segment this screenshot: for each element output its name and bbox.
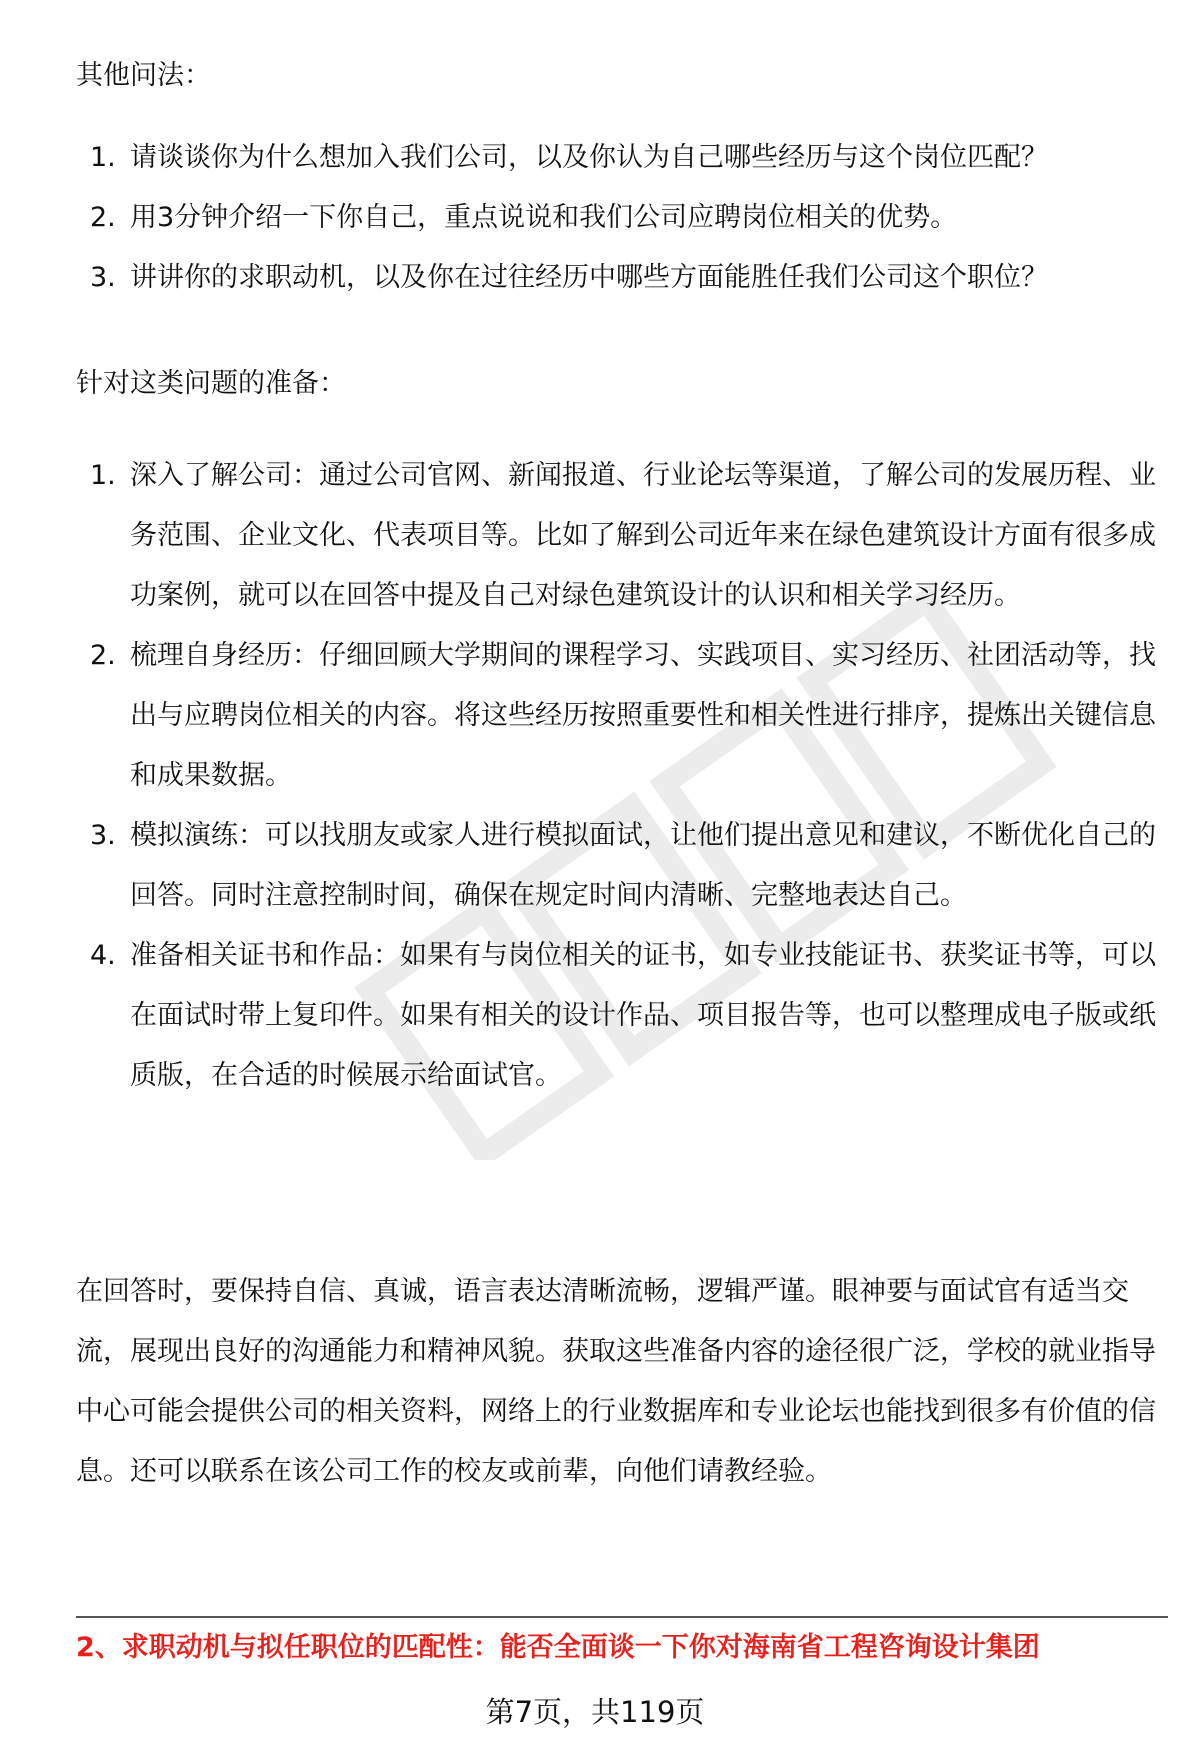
list-item [76, 626, 1156, 806]
other-questions-list [76, 128, 1156, 308]
list-item-number: 3. [90, 262, 116, 293]
next-question-heading: 2、求职动机与拟任职位的匹配性：能否全面谈一下你对海南省工程咨询设计集团 [76, 1632, 1040, 1663]
list-item-text: 梳理自身经历：仔细回顾大学期间的课程学习、实践项目、实习经历、社团活动等，找出与应聘岗位相关的内容。将这些经历按照重要性和相关性进行排序，提炼出关键信息和成果数据。 [130, 640, 1156, 791]
closing-paragraph: 在回答时，要保持自信、真诚，语言表达清晰流畅，逻辑严谨。眼神要与面试官有适当交流，展现出良好的沟通能力和精神风貌。获取这些准备内容的途径很广泛，学校的就业指导中心可能会提供公司的相关资料，网络上的行业数据库和专业论坛也能找到很多有价值的信息。还可以联系在该公司工作的校友或前辈，向他们请教经验。 [76, 1276, 1156, 1487]
other-questions-heading: 其他问法： [76, 60, 211, 91]
list-item-number: 1. [90, 142, 116, 173]
list-item-number: 4. [90, 940, 116, 971]
list-item-text: 准备相关证书和作品：如果有与岗位相关的证书，如专业技能证书、获奖证书等，可以在面试时带上复印件。如果有相关的设计作品、项目报告等，也可以整理成电子版或纸质版，在合适的时候展示给面试官。 [130, 940, 1156, 1091]
list-item-text: 请谈谈你为什么想加入我们公司，以及你认为自己哪些经历与这个岗位匹配？ [130, 142, 1048, 173]
list-item [76, 806, 1156, 926]
list-item [76, 248, 1156, 308]
list-item-text: 用3分钟介绍一下你自己，重点说说和我们公司应聘岗位相关的优势。 [130, 202, 958, 233]
list-item-number: 2. [90, 640, 116, 671]
list-item-text: 深入了解公司：通过公司官网、新闻报道、行业论坛等渠道，了解公司的发展历程、业务范围、企业文化、代表项目等。比如了解到公司近年来在绿色建筑设计方面有很多成功案例，就可以在回答中提及自己对绿色建筑设计的认识和相关学习经历。 [130, 460, 1156, 611]
list-item-number: 2. [90, 202, 116, 233]
page-number-footer: 第7页，共119页 [485, 1695, 705, 1729]
list-item-number: 3. [90, 820, 116, 851]
list-item [76, 926, 1156, 1106]
preparation-list [76, 446, 1156, 1106]
list-item-text: 模拟演练：可以找朋友或家人进行模拟面试，让他们提出意见和建议，不断优化自己的回答。同时注意控制时间，确保在规定时间内清晰、完整地表达自己。 [130, 820, 1156, 911]
list-item [76, 128, 1156, 188]
preparation-heading: 针对这类问题的准备： [76, 368, 346, 399]
list-item [76, 446, 1156, 626]
divider [76, 1616, 1168, 1618]
list-item-number: 1. [90, 460, 116, 491]
list-item [76, 188, 1156, 248]
list-item-text: 讲讲你的求职动机，以及你在过往经历中哪些方面能胜任我们公司这个职位？ [130, 262, 1048, 293]
